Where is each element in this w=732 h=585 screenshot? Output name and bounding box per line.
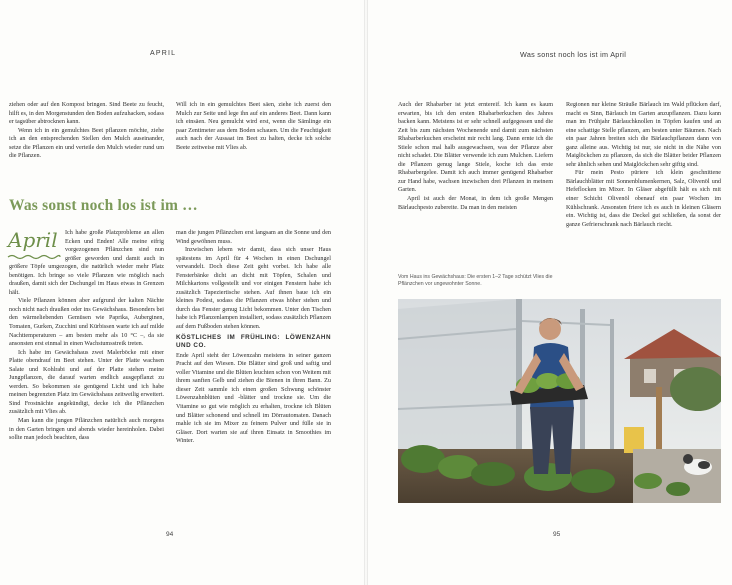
left-col1-top bbox=[9, 101, 164, 161]
paragraph: April ist auch der Monat, in dem ich große Mengen Bärlauchpesto zubereite. Da man in den meisten bbox=[398, 196, 553, 211]
running-head-left: APRIL bbox=[150, 50, 177, 57]
april-float-spacer bbox=[9, 229, 65, 263]
left-col2-bottom bbox=[176, 229, 331, 446]
paragraph: Viele Pflanzen können aber aufgrund der kalten Nächte noch nicht nach draußen oder ins Gewächshaus. Besonders bei den wärmeliebenden Gemüsen wie Paprika, Auberginen, Tomaten, Gurken, Zucchini und Kürbissen warte ich auf milde Nachttemperaturen – am besten mehr als 10 °C –, da sie ansonsten erst einmal in einen Wachstumsstreik treten. bbox=[9, 298, 164, 348]
greenhouse-photo bbox=[398, 299, 721, 503]
photo-caption: Vom Haus ins Gewächshaus: Die ersten 1–2 Tage schützt Vlies die Pflänzchen vor ungewohnter Sonne. bbox=[398, 274, 553, 288]
greenhouse-illustration bbox=[398, 299, 721, 503]
paragraph: Ich habe im Gewächshaus zwei Malerböcke mit einer Platte obendrauf im Beet stehen. Unter der Platte wachsen Salate und Kohlrabi und auf der Platte stehen meine Jungpflanzen, die darauf warten endlich ausgepflanzt zu werden. So bekommen sie genügend Licht und ich habe meinen begrenzten Platz im Gewächshaus zeitweilig erweitert. Sind Frostnächte angekündigt, decke ich die Pflänzchen zusätzlich mit Vlies ab. bbox=[9, 349, 164, 416]
running-head-right: Was sonst noch los ist im April bbox=[520, 50, 627, 59]
page-number-left: 94 bbox=[166, 531, 174, 538]
paragraph: Inzwischen lebem wir damit, dass sich unser Haus spätestens im April für 4 Wochen in einen Dschungel verwandelt. Doch diese Zeit geht vorbei. Ich habe alle Fensterbänke dicht an dicht mit Töpfen, Schalen und Milchkartons vollgestellt und vor einigen Fenstern habe ich zusätzlich Tapeziertische stehen. Auf ihnen baue ich ein kleines Podest, sodass die Pflanzen etwas höher stehen und durch das Fenster genug Licht bekommen. Unter den Tischen habe ich Pflanzenlampen installiert, sodass zusätzlich Pflanzen auf dem Fußboden stehen können. bbox=[176, 247, 331, 331]
paragraph: Für mein Pesto püriere ich klein geschnittene Bärlauchblätter mit Sonnenblumenkernen, Salz, Olivenöl und Hefeflocken im Mixer. In Gläser abgefüllt hält es sich mit einer Schicht Olivenöl obenauf ein paar Wochen im Kühlschrank. Ansonsten friere ich es auch in kleinen Gläsern ein. Wichtig ist, dass die Deckel gut schließen, da sonst der ganze Gefrierschrank nach Bärlauch riecht. bbox=[566, 170, 721, 228]
paragraph: Will ich in ein gemulchtes Beet säen, ziehe ich zuerst den Mulch zur Seite und lege ihn auf ein anderes Beet. Dann kann ich einsäen. Neu gemulcht wird erst, wenn die Sämlinge ein paar Zentimeter aus dem Boden schauen. Um die Feuchtigkeit auch nach der Aussaat im Beet zu halten, decke ich solche Beete zeitweise mit Vlies ab. bbox=[176, 102, 331, 151]
paragraph: Man kann die jungen Pflänzchen natürlich auch morgens in den Garten bringen und abends wieder hereinholen. Dabei sollte man jedoch beachten, dass bbox=[9, 418, 164, 442]
page-number-right: 95 bbox=[553, 531, 561, 538]
left-col1-bottom bbox=[9, 229, 164, 443]
paragraph: Ende April steht der Löwenzahn meistens in seiner ganzen Pracht auf den Wiesen. Die Blätter sind groß und saftig und voller Vitamine und die Blüten leuchten schon von Weitem mit ihrem sanften Gelb und ziehen die Bienen in ihren Bann. Zu dieser Zeit sammle ich einen großen Schwung schönster Löwenzahnblüten und -blätter und trockne sie. Um die Vitamine so gut wie möglich zu erhalten, trockne ich Blüten und Blätter schonend und schnell im Dörrautomaten. Danach mahle ich sie im Mixer zu feinem Pulver und fülle sie in Gläser. Dort warten sie auf ihren Einsatz in Smoothies im Winter. bbox=[176, 352, 331, 445]
right-col2 bbox=[566, 101, 721, 229]
left-col2-top bbox=[176, 101, 331, 152]
paragraph: Auch der Rhabarber ist jetzt erntereif. Ich kann es kaum erwarten, bis ich den ersten Rhabarberkuchen des Jahres backen kann. Meistens ist er sehr schnell aufgegessen und die Zeit bis zum nächsten Wochenende und damit zum nächsten Rhabarberkuchen erscheint mir recht lang. Dann ernte ich die Stiele schon mal halb ausgewachsen, was der Pflanze aber nicht schadet. Die Blätter verwende ich zum Mulchen. Liefern die Pflanzen genug lange Stiele, koche ich das erste Rhabarbergelee. Damit ich auch immer genügend Rhabarber zur Hand habe, wachsen inzwischen drei Pflanzen in meinem Garten. bbox=[398, 102, 553, 194]
paragraph: man die jungen Pflänzchen erst langsam an die Sonne und den Wind gewöhnen muss. bbox=[176, 230, 331, 245]
paragraph: Ich habe große Platzprobleme an allen Ecken und Enden! Alle meine eifrig vorgezogenen Pflänzchen sind nun größer geworden und damit auch in größere Töpfe umgezogen, die natürlich wieder mehr Platz benötigen. Ich bringe so viele Pflanzen wie möglich nach draußen, damit sich der Dschungel im Haus etwas in Grenzen hält. bbox=[9, 230, 164, 296]
section-heading: Was sonst noch los ist im … bbox=[9, 197, 198, 214]
april-script-logo: April bbox=[8, 228, 58, 252]
paragraph: Regionen nur kleine Sträuße Bärlauch im Wald pflücken darf, macht es Sinn, Bärlauch im Garten anzupflanzen. Dazu kann man im Frühjahr Bärlauchknollen in Töpfen kaufen und an eine schattige Stelle pflanzen, am besten unter Bäumen. Nach ein paar Jahren breiten sich die Bärlauchpflanzen dann von ganz alleine aus. Wichtig ist nur, sie nicht in die Nähe von Maiglöckchen zu pflanzen, da sich die Blätter beider Pflanzen sehr ähnlich sehen und Maiglöckchen sehr giftig sind. bbox=[566, 102, 721, 168]
paragraph: Wenn ich in ein gemulchtes Beet pflanzen möchte, ziehe ich an den entsprechenden Stellen den Mulch auseinander, setze die Pflanzen ein und verteile den Mulch wieder rund um die Pflanzen. bbox=[9, 127, 164, 160]
right-col1 bbox=[398, 101, 553, 212]
paragraph: ziehen oder auf den Kompost bringen. Sind Beete zu feucht, hilft es, in den Morgenstunden den Boden aufzuhacken, sodass er tagsüber abtrocknen kann. bbox=[9, 102, 164, 126]
book-gutter bbox=[364, 0, 368, 585]
subheading: KÖSTLICHES IM FRÜHLING: LÖWENZAHN UND CO. bbox=[176, 333, 331, 350]
